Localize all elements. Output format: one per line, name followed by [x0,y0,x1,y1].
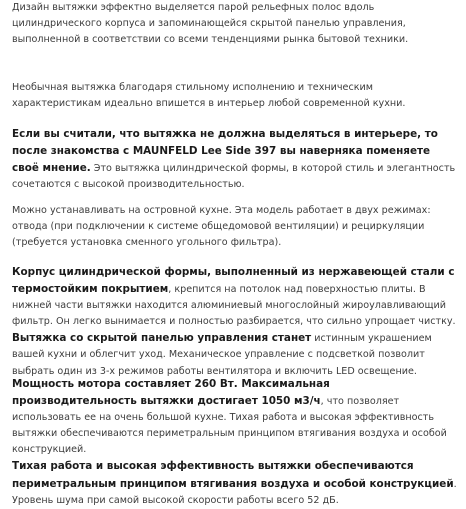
paragraph-interior-text: Необычная вытяжка благодаря стильному исполнению и техническим характеристикам идеально впишется в интерьер любой современной кухни. [12,82,406,110]
paragraph-panel-bold: Вытяжка со скрытой панелью управления станет [12,332,312,345]
paragraph-intro [12,126,457,193]
paragraph-body-bold: Корпус цилиндрической формы, выполненный из нержавеющей стали с термостойким покрытием [12,266,455,296]
paragraph-panel-text: истинным украшением вашей кухни и облегчит уход. Механическое управление с подсветкой позволит выбрать один из 3-х режимов работы вентилятора и включить LED освещение. [12,333,432,377]
paragraph-design [12,0,457,48]
paragraph-modes [12,203,457,251]
paragraph-interior [12,80,457,112]
paragraph-design-text: Дизайн вытяжки эффектно выделяется парой рельефных полос вдоль цилиндрического корпуса и запоминающейся скрытой панелью управления, выполненной в соответствии со всеми тенденциями рынка бытовой техники. [12,2,409,46]
paragraph-modes-text: Можно устанавливать на островной кухне. Эта модель работает в двух режимах: отвода (при подключении к системе общедомовой вентиляции) и рециркуляции (требуется установка сменного угольного фильтра). [12,205,431,249]
paragraph-quiet-text: . [453,478,457,490]
paragraph-power-bold: Мощность мотора составляет 260 Вт. Максимальная производительность вытяжки достигает 1050 м3/ч [12,378,330,408]
paragraph-power [12,376,457,506]
paragraph-body [12,264,457,380]
paragraph-power-text: , что позволяет использовать ее на очень большой кухне. Тихая работа и высокая эффективность вытяжки обеспечиваются периметральным принципом втягивания воздуха и особой конструкцией. [12,396,447,456]
paragraph-intro-bold: Если вы считали, что вытяжка не должна выделяться в интерьере, то после знакомства с MAUNFELD Lee Side 397 вы наверняка поменяете своё мнение. [12,128,438,175]
paragraph-body-text: , крепится на потолок над поверхностью плиты. В нижней части вытяжки находится алюминиевый многослойный жироулавливающий фильтр. Он легко вынимается и полностью разбирается, что сильно упрощает чистку. [12,284,456,328]
paragraph-intro-text: Это вытяжка цилиндрической формы, в которой стиль и элегантность сочетаются с высокой производительностью. [12,163,456,191]
paragraph-quiet-bold: Тихая работа и высокая эффективность вытяжки обеспечиваются периметральным принципом втягивания воздуха и особой конструкцией [12,460,454,490]
paragraph-noise-text: Уровень шума при самой высокой скорости работы всего 52 дБ. [12,494,339,506]
